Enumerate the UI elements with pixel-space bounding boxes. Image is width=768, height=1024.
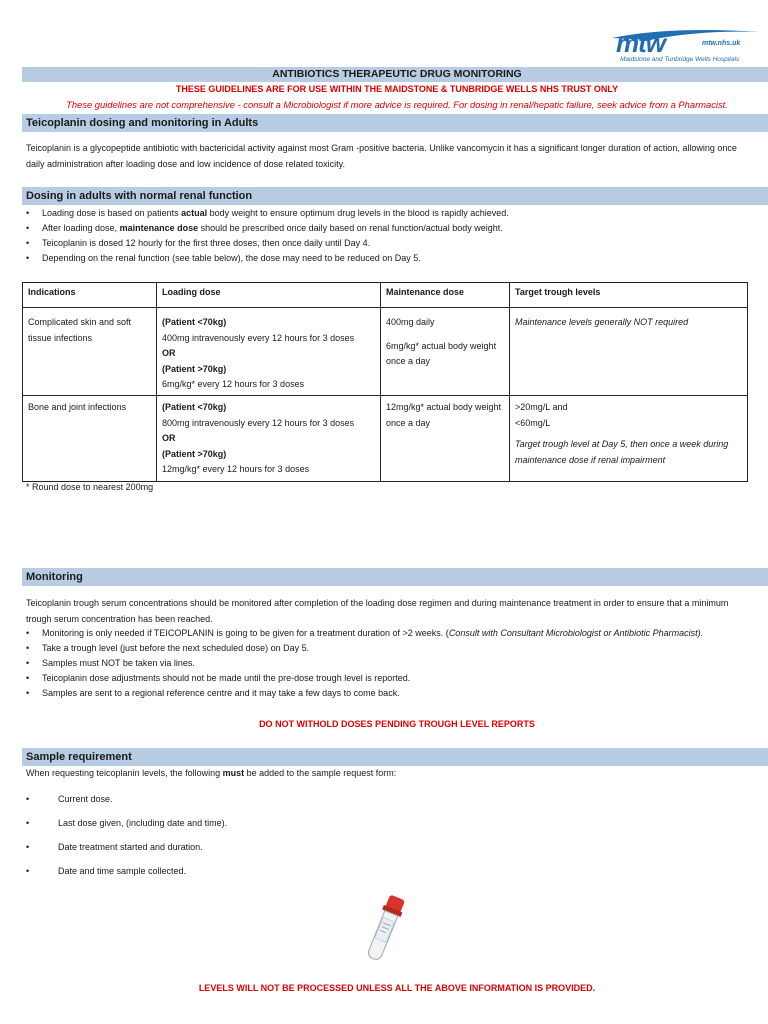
- list-item: • Current dose.: [22, 792, 522, 807]
- cell-loading-dose: (Patient <70kg) 400mg intravenously every 12 hours for 3 doses OR (Patient >70kg) 6mg/kg* every 12 hours for 3 doses: [157, 308, 381, 396]
- logo-url: mtw.nhs.uk: [702, 40, 741, 47]
- cell-maintenance-dose: 12mg/kg* actual body weight once a day: [381, 396, 510, 482]
- list-item: • Depending on the renal function (see table below), the dose may need to be reduced on Day 5.: [22, 251, 748, 266]
- cell-maintenance-dose: 400mg daily 6mg/kg* actual body weight once a day: [381, 308, 510, 396]
- monitoring-bullets: [22, 626, 742, 701]
- section-heading-intro: Teicoplanin dosing and monitoring in Adults: [22, 114, 768, 132]
- list-item: • Samples are sent to a regional reference centre and it may take a few days to come back.: [22, 686, 742, 701]
- col-header-maintenance-dose: Maintenance dose: [381, 283, 510, 308]
- trust-only-notice: THESE GUIDELINES ARE FOR USE WITHIN THE MAIDSTONE & TUNBRIDGE WELLS NHS TRUST ONLY: [175, 84, 619, 94]
- list-item: • Teicoplanin dose adjustments should not be made until the pre-dose trough level is reported.: [22, 671, 742, 686]
- col-header-target-trough: Target trough levels: [510, 283, 748, 308]
- dosing-bullets: [22, 206, 748, 266]
- col-header-loading-dose: Loading dose: [157, 283, 381, 308]
- list-item: • Take a trough level (just before the next scheduled dose) on Day 5.: [22, 641, 742, 656]
- cell-target-trough: Maintenance levels generally NOT required: [510, 308, 748, 396]
- logo-brand: mtw: [616, 28, 665, 58]
- cell-loading-dose: (Patient <70kg) 800mg intravenously every 12 hours for 3 doses OR (Patient >70kg) 12mg/kg* every 12 hours for 3 doses: [157, 396, 381, 482]
- table-footnote: * Round dose to nearest 200mg: [26, 482, 154, 492]
- logo-trust-name: Maidstone and Tunbridge Wells Hospitals: [620, 56, 740, 63]
- trust-logo: [610, 26, 762, 66]
- list-item: • Last dose given, (including date and time).: [22, 816, 522, 831]
- list-item: • Teicoplanin is dosed 12 hourly for the first three doses, then once daily until Day 4.: [22, 236, 748, 251]
- monitoring-text: Teicoplanin trough serum concentrations should be monitored after completion of the loading dose regimen and during maintenance treatment in order to ensure that a minimum trough serum concentration has been reached.: [26, 598, 729, 624]
- list-item: • Date treatment started and duration.: [22, 840, 522, 855]
- list-item: • After loading dose, maintenance dose should be prescribed once daily based on renal function/actual body weight.: [22, 221, 748, 236]
- cell-indication: Bone and joint infections: [23, 396, 157, 482]
- table-header-row: [23, 283, 748, 308]
- sample-intro: When requesting teicoplanin levels, the following must be added to the sample request form:: [26, 768, 397, 778]
- disclaimer: These guidelines are not comprehensive - consult a Microbiologist if more advice is required. For dosing in renal/hepatic failure, seek advice from a Pharmacist.: [66, 99, 728, 110]
- footer-warning: LEVELS WILL NOT BE PROCESSED UNLESS ALL THE ABOVE INFORMATION IS PROVIDED.: [198, 983, 596, 993]
- section-heading-sample: Sample requirement: [22, 748, 768, 766]
- monitoring-warning: DO NOT WITHOLD DOSES PENDING TROUGH LEVEL REPORTS: [259, 719, 535, 729]
- list-item: • Samples must NOT be taken via lines.: [22, 656, 742, 671]
- list-item: • Loading dose is based on patients actual body weight to ensure optimum drug levels in the blood is rapidly achieved.: [22, 206, 748, 221]
- list-item: • Monitoring is only needed if TEICOPLANIN is going to be given for a treatment duration of >2 weeks. (Consult with Consultant Microbiologist or Antibiotic Pharmacist).: [22, 626, 742, 641]
- blood-sample-tube-icon: [360, 893, 410, 965]
- section-heading-dosing: Dosing in adults with normal renal function: [22, 187, 768, 205]
- intro-text: Teicoplanin is a glycopeptide antibiotic with bactericidal activity against most Gram -positive bacteria. Unlike vancomycin it has a significant longer duration of action, allowing once daily administration after loading dose and low incidence of dose related toxicity.: [26, 143, 737, 169]
- section-heading-monitoring: Monitoring: [22, 568, 768, 586]
- dosing-table: [22, 282, 748, 482]
- col-header-indications: Indications: [23, 283, 157, 308]
- page-title: ANTIBIOTICS THERAPEUTIC DRUG MONITORING: [22, 67, 768, 82]
- table-row: [23, 396, 748, 482]
- list-item: • Date and time sample collected.: [22, 864, 522, 879]
- table-row: [23, 308, 748, 396]
- cell-indication: Complicated skin and soft tissue infections: [23, 308, 157, 396]
- cell-target-trough: >20mg/L and <60mg/L Target trough level at Day 5, then once a week during maintenance dose if renal impairment: [510, 396, 748, 482]
- sample-items: [22, 792, 522, 879]
